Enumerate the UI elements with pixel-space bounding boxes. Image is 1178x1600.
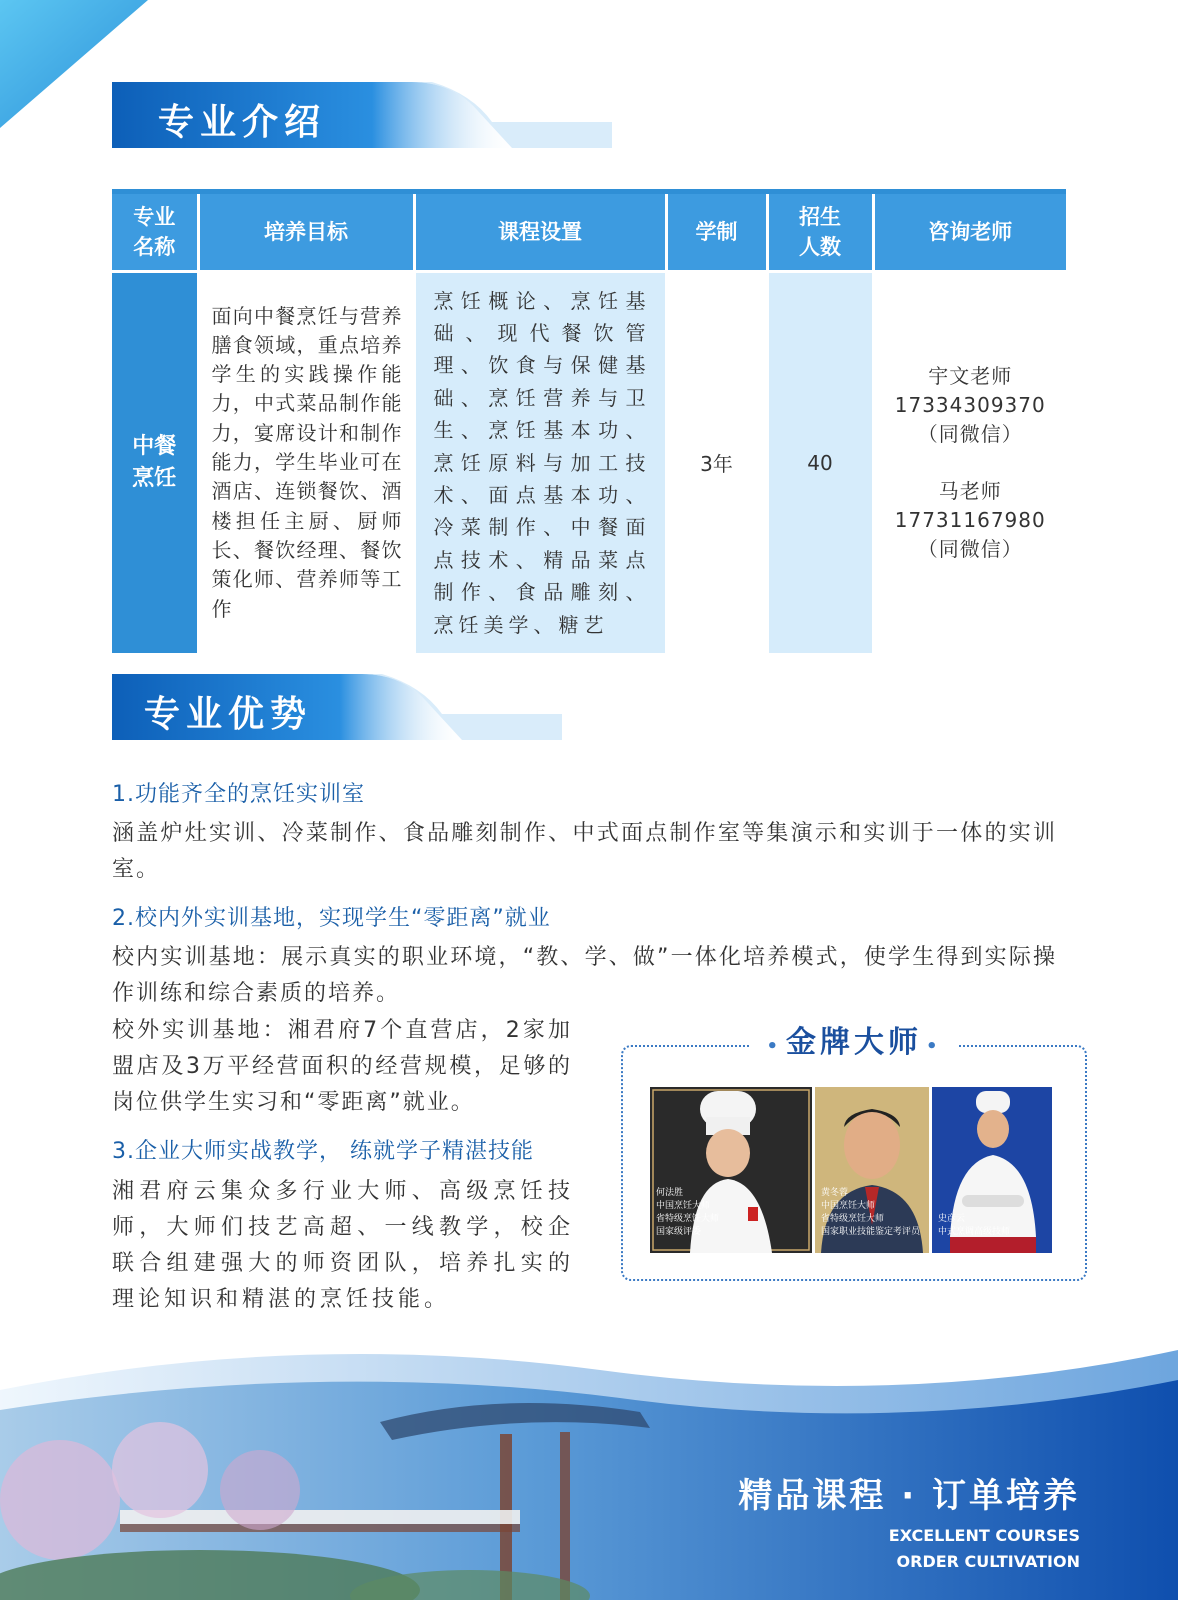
section-intro-title: 专业介绍 <box>158 102 327 143</box>
header-major-name: 专业 名称 <box>112 194 198 271</box>
advantage-1-title: 1.功能齐全的烹饪实训室 <box>112 782 365 807</box>
cell-major-name: 中餐 烹饪 <box>112 271 198 653</box>
header-training-goal: 培养目标 <box>198 194 414 271</box>
advantage-2-text-b: 校外实训基地：湘君府7个直营店，2家加盟店及3万平经营面积的经营规模，足够的岗位供学生实习和“零距离”就业。 <box>112 1018 572 1115</box>
contact-1-note: （同微信） <box>917 421 1023 446</box>
advantage-3-text: 湘君府云集众多行业大师、高级烹饪技师，大师们技艺高超、一线教学，校企联合组建强大的师资团队，培养扎实的理论知识和精湛的烹饪技能。 <box>112 1179 574 1312</box>
footer-slogan-en-2: ORDER CULTIVATION <box>896 1552 1080 1571</box>
contact-1 <box>875 362 1067 449</box>
cell-enrollment: 40 <box>767 271 873 653</box>
master-3-caption: 史彦云 中式烹调高级技师 <box>938 1214 1011 1237</box>
contact-2-name: 马老师 <box>938 478 1002 503</box>
cell-duration: 3年 <box>666 271 767 653</box>
gold-masters-heading: • 金牌大师 • <box>623 1017 1085 1061</box>
master-photo-2 <box>815 1087 929 1253</box>
contact-2-phone: 17731167980 <box>894 507 1046 532</box>
contact-2 <box>875 477 1067 564</box>
advantage-2-text-a: 校内实训基地：展示真实的职业环境，“教、学、做”一体化培养模式，使学生得到实际操作训练和综合素质的培养。 <box>112 945 1057 1006</box>
advantage-2-title: 2.校内外实训基地，实现学生“零距离”就业 <box>112 906 551 931</box>
header-contact: 咨询老师 <box>873 194 1066 271</box>
gold-masters-box <box>621 1025 1087 1281</box>
cell-training-goal: 面向中餐烹饪与营养膳食领域，重点培养学生的实践操作能力，中式菜品制作能力，宴席设计和制作能力，学生毕业可在酒店、连锁餐饮、酒楼担任主厨、厨师长、餐饮经理、餐饮策化师、营养师等工作 <box>198 271 414 653</box>
contact-1-name: 宇文老师 <box>928 363 1013 388</box>
master-photo-1 <box>650 1087 812 1253</box>
cell-courses: 烹饪概论、烹饪基础、现代餐饮管理、饮食与保健基础、烹饪营养与卫生、烹饪基本功、烹饪原料与加工技术、面点基本功、冷菜制作、中餐面点技术、精品菜点制作、食品雕刻、烹饪美学、糖艺 <box>414 271 666 653</box>
advantage-1-text: 涵盖炉灶实训、冷菜制作、食品雕刻制作、中式面点制作室等集演示和实训于一体的实训室。 <box>112 821 1057 882</box>
table-header-row <box>112 194 1066 271</box>
footer-slogan-en-1: EXCELLENT COURSES <box>888 1526 1080 1545</box>
header-enrollment: 招生 人数 <box>767 194 873 271</box>
master-1-caption: 何法胜 中国烹饪大师 省特级烹饪大师 国家级评委 <box>656 1188 720 1237</box>
section-advantages-title: 专业优势 <box>144 694 313 735</box>
table-row <box>112 271 1066 653</box>
contact-1-phone: 17334309370 <box>894 392 1046 417</box>
contact-2-note: （同微信） <box>917 536 1023 561</box>
section-intro-heading <box>112 82 612 148</box>
footer-slogan: 精品课程 · 订单培养 <box>738 1476 1080 1516</box>
advantage-3-title: 3.企业大师实战教学， 练就学子精湛技能 <box>112 1139 534 1164</box>
header-duration: 学制 <box>666 194 767 271</box>
major-intro-table <box>112 189 1066 637</box>
section-advantages-heading <box>112 674 562 740</box>
cell-contact <box>873 271 1066 653</box>
gold-masters-title: 金牌大师 <box>786 1025 922 1060</box>
header-courses: 课程设置 <box>414 194 666 271</box>
master-2-caption: 黄冬蓉 中国烹饪大师 省特级烹饪大师 国家职业技能鉴定考评员 <box>821 1188 921 1237</box>
master-photo-3 <box>932 1087 1052 1253</box>
